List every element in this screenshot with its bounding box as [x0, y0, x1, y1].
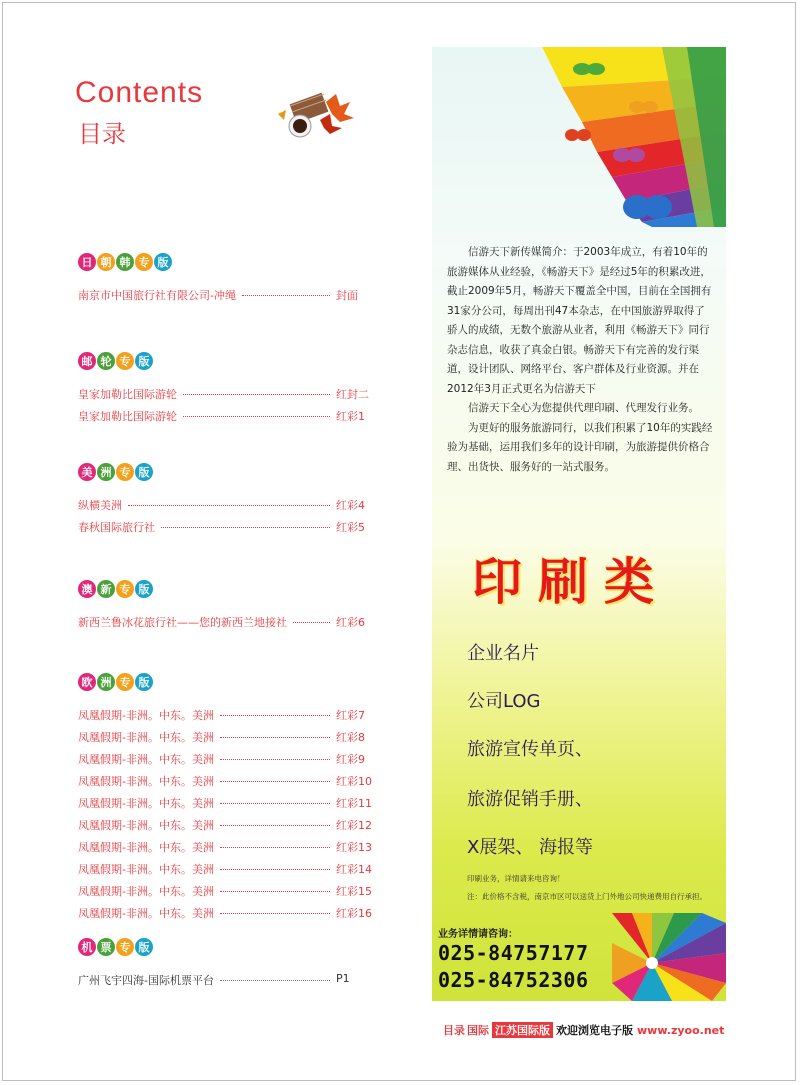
contents-entry[interactable]	[78, 725, 374, 747]
entry-title: 纵横美洲	[78, 497, 126, 513]
entry-page: 红彩1	[336, 410, 365, 423]
dot-leader	[220, 825, 330, 826]
entry-title: 凤凰假期-非洲。中东。美洲	[78, 883, 218, 899]
entry-page: 红彩11	[336, 797, 372, 810]
entry-page: 红彩6	[336, 616, 365, 629]
dot-leader	[220, 803, 330, 804]
entry-title: 凤凰假期-非洲。中东。美洲	[78, 839, 218, 855]
badge-char: 邮	[78, 352, 96, 370]
color-fan-butterflies-image	[432, 47, 726, 227]
dot-leader	[220, 715, 330, 716]
badge-char: 版	[154, 253, 172, 271]
footer-international: 国际	[467, 1024, 489, 1037]
entry-page: 红彩14	[336, 863, 372, 876]
contents-entry[interactable]	[78, 879, 374, 901]
badge-char: 版	[135, 352, 153, 370]
badge-char: 版	[135, 938, 153, 956]
contents-entry[interactable]	[78, 404, 374, 426]
badge-char: 机	[78, 938, 96, 956]
section-badge	[78, 938, 374, 956]
badge-char: 美	[78, 463, 96, 481]
badge-char: 专	[116, 938, 134, 956]
entry-title: 皇家加勒比国际游轮	[78, 386, 181, 402]
dot-leader	[220, 847, 330, 848]
service-item: 旅游宣传单页、	[467, 739, 593, 760]
badge-char: 轮	[97, 352, 115, 370]
badge-char: 专	[135, 253, 153, 271]
footer-edition: 江苏国际版	[492, 1022, 553, 1038]
company-intro	[447, 243, 715, 477]
contents-entry[interactable]	[78, 610, 374, 632]
contents-section	[78, 938, 374, 990]
badge-char: 专	[116, 352, 134, 370]
intro-paragraph-2: 信游天下全心为您提供代理印刷、代理发行业务。	[468, 402, 699, 414]
entry-page: 红彩4	[336, 499, 365, 512]
dot-leader	[128, 505, 330, 506]
section-badge	[78, 463, 374, 481]
contents-entry[interactable]	[78, 283, 374, 305]
entry-page: 红彩5	[336, 521, 365, 534]
dot-leader	[183, 416, 330, 417]
contents-title-en: Contents	[75, 76, 204, 109]
contents-entry[interactable]	[78, 835, 374, 857]
entry-title: 南京市中国旅行社有限公司-冲绳	[78, 287, 240, 303]
phone-number: 025-84757177	[438, 941, 589, 965]
section-badge	[78, 673, 374, 691]
entry-page: 封面	[336, 289, 358, 302]
entry-page: 红彩15	[336, 885, 372, 898]
contents-entry[interactable]	[78, 857, 374, 879]
badge-char: 版	[135, 580, 153, 598]
contents-entry[interactable]	[78, 901, 374, 923]
section-badge	[78, 253, 374, 271]
dot-leader	[220, 737, 330, 738]
dot-leader	[293, 622, 330, 623]
contents-title-zh: 目录	[78, 120, 126, 148]
entry-title: 凤凰假期-非洲。中东。美洲	[78, 817, 218, 833]
contents-section	[78, 253, 374, 305]
entry-page: 红彩9	[336, 753, 365, 766]
entry-title: 凤凰假期-非洲。中东。美洲	[78, 729, 218, 745]
entry-page: 红彩10	[336, 775, 372, 788]
entry-page: 红封二	[336, 388, 369, 401]
footer-welcome: 欢迎浏览电子版	[556, 1024, 633, 1037]
print-consult-note: 印刷业务，详情请来电咨询！	[467, 874, 565, 883]
intro-paragraph-1: 信游天下新传媒简介：于2003年成立，有着10年的旅游媒体从业经验，《畅游天下》是经过5年的积累改进，截止2009年5月，畅游天下覆盖全中国，目前在全国拥有31家分公司，每周出刊47本杂志，在中国旅游界取得了骄人的成绩，无数个旅游从业者，利用《畅游天下》同行杂志信息，收获了真金白银。畅游天下有完善的发行渠道，设计团队、网络平台、客户群体及行业资源。并在2012年3月正式更名为信游天下	[447, 246, 712, 395]
contents-entry[interactable]	[78, 515, 374, 537]
badge-char: 专	[116, 463, 134, 481]
contents-entry[interactable]	[78, 769, 374, 791]
contents-section	[78, 463, 374, 537]
service-item: 公司LOG	[467, 691, 541, 712]
contents-entry[interactable]	[78, 813, 374, 835]
contents-entry[interactable]	[78, 382, 374, 404]
badge-char: 专	[116, 580, 134, 598]
badge-char: 新	[97, 580, 115, 598]
dot-leader	[220, 759, 330, 760]
intro-paragraph-3: 为更好的服务旅游同行，以我们积累了10年的实践经验为基础，运用我们多年的设计印刷，为旅游提供价格合理、出货快、服务好的一站式服务。	[447, 421, 713, 473]
entry-title: 凤凰假期-非洲。中东。美洲	[78, 773, 218, 789]
colored-pencils-image	[612, 913, 726, 1001]
contents-entry[interactable]	[78, 791, 374, 813]
contents-section	[78, 352, 374, 426]
dot-leader	[183, 394, 330, 395]
badge-char: 版	[135, 673, 153, 691]
footer-contents: 目录	[443, 1024, 465, 1037]
badge-char: 版	[135, 463, 153, 481]
entry-title: 春秋国际旅行社	[78, 519, 159, 535]
contents-entry[interactable]	[78, 703, 374, 725]
footer-url-link[interactable]: www.zyoo.net	[637, 1023, 725, 1037]
service-item: 企业名片	[467, 643, 539, 664]
entry-title: 新西兰鲁冰花旅行社——您的新西兰地接社	[78, 614, 291, 630]
badge-char: 韩	[116, 253, 134, 271]
contents-entry[interactable]	[78, 968, 374, 990]
entry-page: P1	[336, 972, 350, 985]
entry-title: 凤凰假期-非洲。中东。美洲	[78, 861, 218, 877]
badge-char: 票	[97, 938, 115, 956]
entry-page: 红彩8	[336, 731, 365, 744]
badge-char: 专	[116, 673, 134, 691]
contents-section	[78, 580, 374, 632]
dot-leader	[220, 869, 330, 870]
dot-leader	[220, 781, 330, 782]
entry-title: 凤凰假期-非洲。中东。美洲	[78, 751, 218, 767]
badge-char: 欧	[78, 673, 96, 691]
entry-page: 红彩12	[336, 819, 372, 832]
dot-leader	[220, 913, 330, 914]
contents-entry[interactable]	[78, 747, 374, 769]
entry-title: 凤凰假期-非洲。中东。美洲	[78, 707, 218, 723]
entry-title: 广州飞宇四海-国际机票平台	[78, 972, 218, 988]
badge-char: 洲	[97, 463, 115, 481]
entry-title: 凤凰假期-非洲。中东。美洲	[78, 795, 218, 811]
dot-leader	[220, 891, 330, 892]
badge-char: 洲	[97, 673, 115, 691]
section-badge	[78, 352, 374, 370]
contact-label: 业务详情请咨询：	[438, 929, 518, 940]
badge-char: 澳	[78, 580, 96, 598]
print-service-banner	[432, 47, 726, 1001]
dot-leader	[242, 295, 330, 296]
dot-leader	[161, 527, 330, 528]
entry-page: 红彩16	[336, 907, 372, 920]
contents-section	[78, 673, 374, 923]
service-item: 旅游促销手册、	[467, 789, 593, 810]
contents-entry[interactable]	[78, 493, 374, 515]
entry-title: 皇家加勒比国际游轮	[78, 408, 181, 424]
section-badge	[78, 580, 374, 598]
coffee-leaves-decoration-icon	[270, 92, 360, 142]
badge-char: 日	[78, 253, 96, 271]
entry-page: 红彩13	[336, 841, 372, 854]
dot-leader	[220, 980, 330, 981]
entry-page: 红彩7	[336, 709, 365, 722]
service-item: X展架、 海报等	[467, 837, 594, 858]
entry-title: 凤凰假期-非洲。中东。美洲	[78, 905, 218, 921]
badge-char: 朝	[97, 253, 115, 271]
footer	[443, 1022, 724, 1038]
print-category-title: 印刷类	[472, 553, 670, 611]
price-note: 注：此价格不含税，南京市区可以送货上门外地公司快递费用自行承担。	[467, 892, 707, 901]
phone-number: 025-84752306	[438, 968, 589, 992]
